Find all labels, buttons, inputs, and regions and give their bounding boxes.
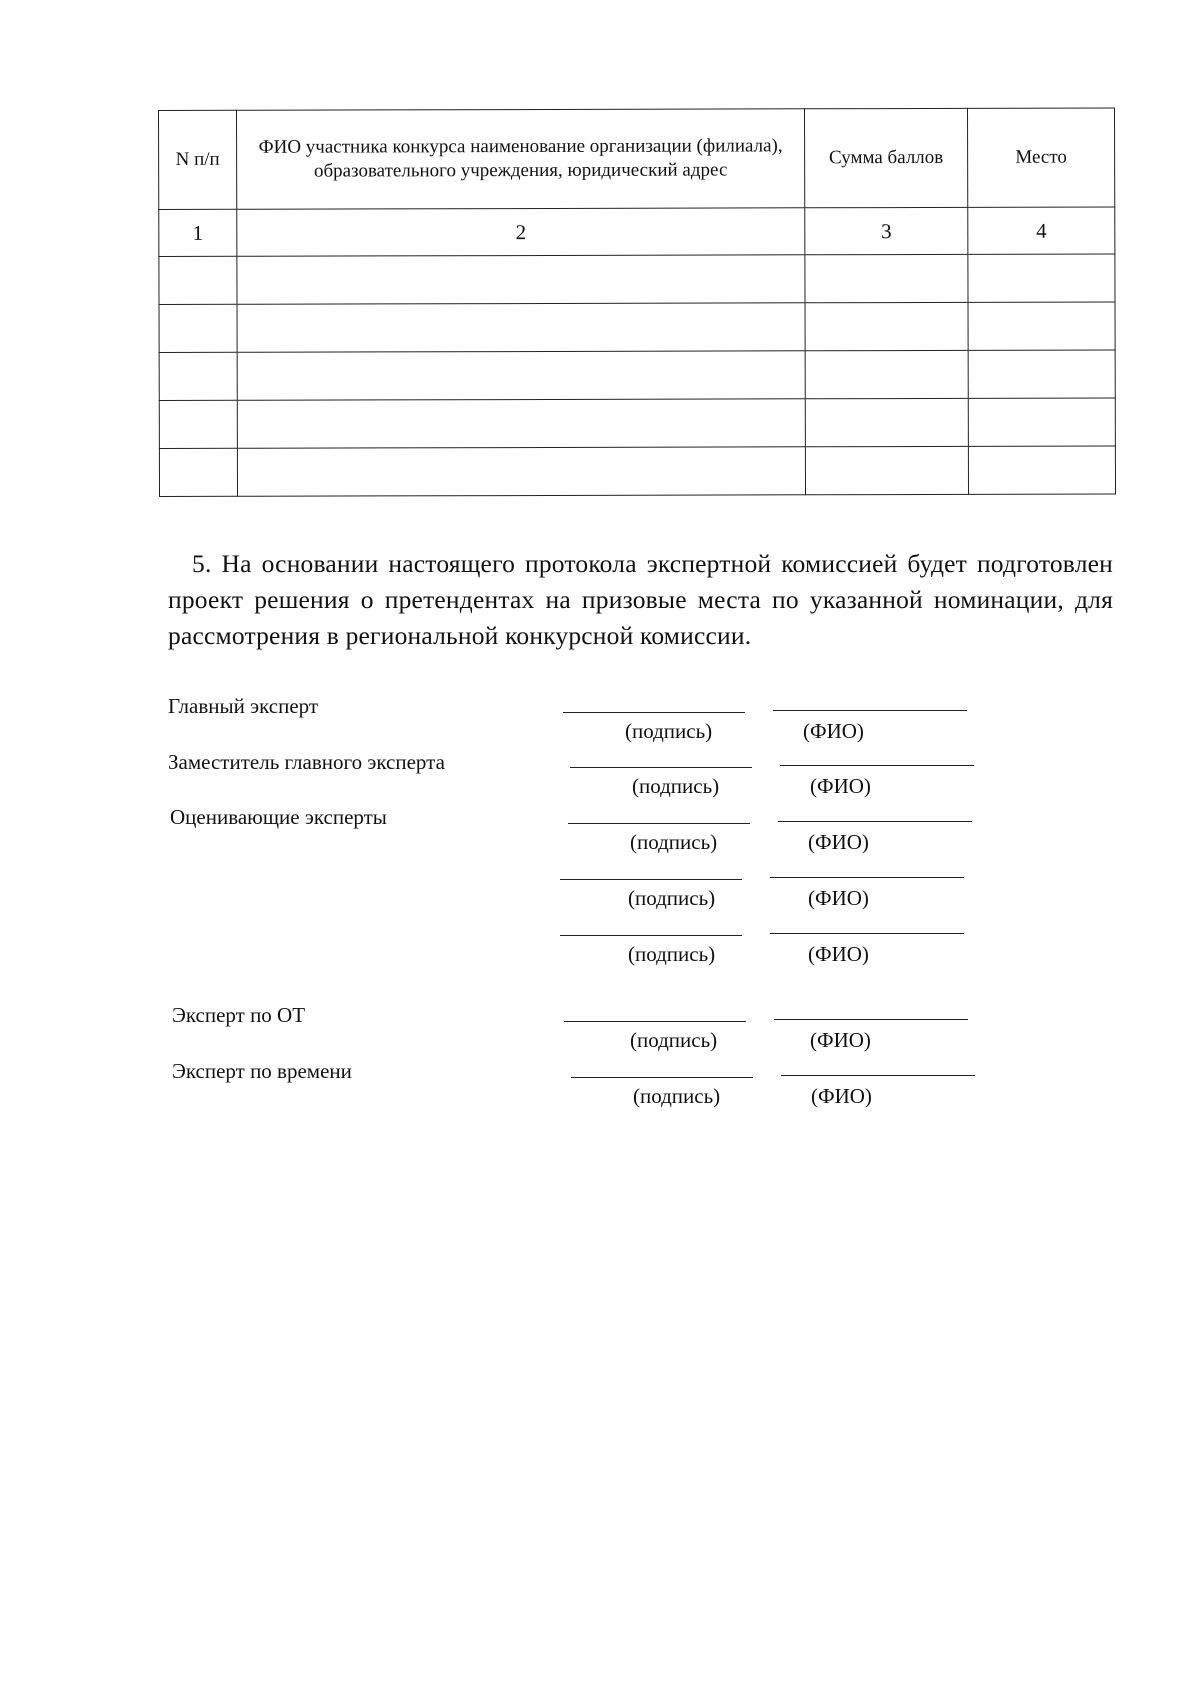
- column-number: 3: [805, 207, 968, 254]
- table-cell: [237, 303, 805, 352]
- role-evaluating-experts: Оценивающие эксперты: [170, 805, 387, 829]
- table-cell: [968, 254, 1115, 302]
- signature-block: [571, 1073, 991, 1121]
- signature-caption: (подпись): [625, 719, 713, 743]
- table-cell: [159, 448, 237, 496]
- header-place: Место: [967, 108, 1114, 207]
- table-cell: [805, 254, 968, 302]
- name-caption: (ФИО): [808, 942, 869, 966]
- table-cell: [805, 350, 968, 398]
- name-line: [773, 710, 967, 711]
- name-caption: (ФИО): [811, 1084, 872, 1108]
- name-caption: (ФИО): [803, 719, 864, 743]
- name-line: [781, 1075, 975, 1076]
- header-number: N п/п: [159, 110, 237, 209]
- table-cell: [968, 302, 1115, 350]
- signature-caption: (подпись): [628, 886, 716, 910]
- signature-caption: (подпись): [632, 774, 720, 798]
- table-row: [159, 350, 1115, 401]
- table-cell: [968, 398, 1115, 446]
- column-number: 4: [968, 207, 1115, 254]
- signature-line: [564, 1021, 746, 1022]
- header-score: Сумма баллов: [804, 108, 967, 207]
- table-header-row: [159, 108, 1115, 210]
- role-safety-expert: Эксперт по ОТ: [172, 1003, 306, 1027]
- role-chief-expert: Главный эксперт: [168, 694, 319, 718]
- role-time-expert: Эксперт по времени: [172, 1059, 352, 1083]
- table-cell: [805, 446, 968, 494]
- role-deputy-chief-expert: Заместитель главного эксперта: [168, 750, 445, 774]
- table-cell: [159, 400, 237, 448]
- signature-block: [560, 931, 980, 979]
- table-cell: [968, 446, 1115, 494]
- table-cell: [237, 447, 805, 496]
- table-cell: [159, 304, 237, 352]
- signature-line: [568, 823, 750, 824]
- table-cell: [237, 351, 805, 400]
- name-line: [770, 933, 964, 934]
- table-cell: [159, 256, 237, 304]
- signature-line: [563, 712, 745, 713]
- signature-caption: (подпись): [630, 1028, 718, 1052]
- name-caption: (ФИО): [810, 774, 871, 798]
- table-cell: [968, 350, 1115, 398]
- table-cell: [237, 255, 805, 304]
- name-line: [780, 765, 974, 766]
- signature-block: [568, 819, 988, 867]
- column-numbers-row: [159, 207, 1115, 257]
- signature-caption: (подпись): [630, 830, 718, 854]
- signature-line: [560, 935, 742, 936]
- signature-block: [560, 875, 980, 923]
- protocol-paragraph: 5. На основании настоящего протокола экспертной комиссией будет подготовлен проект решения о претендентах на призовые места по указанной номинации, для рассмотрения в региональной конкурсной комиссии.: [168, 548, 1113, 650]
- signature-caption: (подпись): [628, 942, 716, 966]
- signature-caption: (подпись): [633, 1084, 721, 1108]
- header-participant: ФИО участника конкурса наименование организации (филиала), образовательного учреждения, юридический адрес: [237, 109, 805, 209]
- signature-block: [570, 763, 990, 811]
- name-line: [774, 1019, 968, 1020]
- column-number: 2: [237, 208, 805, 256]
- name-caption: (ФИО): [810, 1028, 871, 1052]
- table-cell: [805, 398, 968, 446]
- signature-block: [563, 708, 983, 756]
- signature-line: [571, 1077, 753, 1078]
- name-line: [778, 821, 972, 822]
- table-row: [159, 398, 1115, 449]
- table-row: [159, 302, 1115, 353]
- table-cell: [159, 352, 237, 400]
- name-caption: (ФИО): [808, 886, 869, 910]
- column-number: 1: [159, 209, 237, 256]
- name-line: [770, 877, 964, 878]
- signature-block: [564, 1017, 984, 1065]
- table-cell: [237, 399, 805, 448]
- table-cell: [805, 302, 968, 350]
- name-caption: (ФИО): [808, 830, 869, 854]
- signature-line: [560, 879, 742, 880]
- table-row: [159, 254, 1115, 305]
- results-table: [158, 107, 1116, 497]
- signature-line: [570, 767, 752, 768]
- table-row: [159, 446, 1115, 497]
